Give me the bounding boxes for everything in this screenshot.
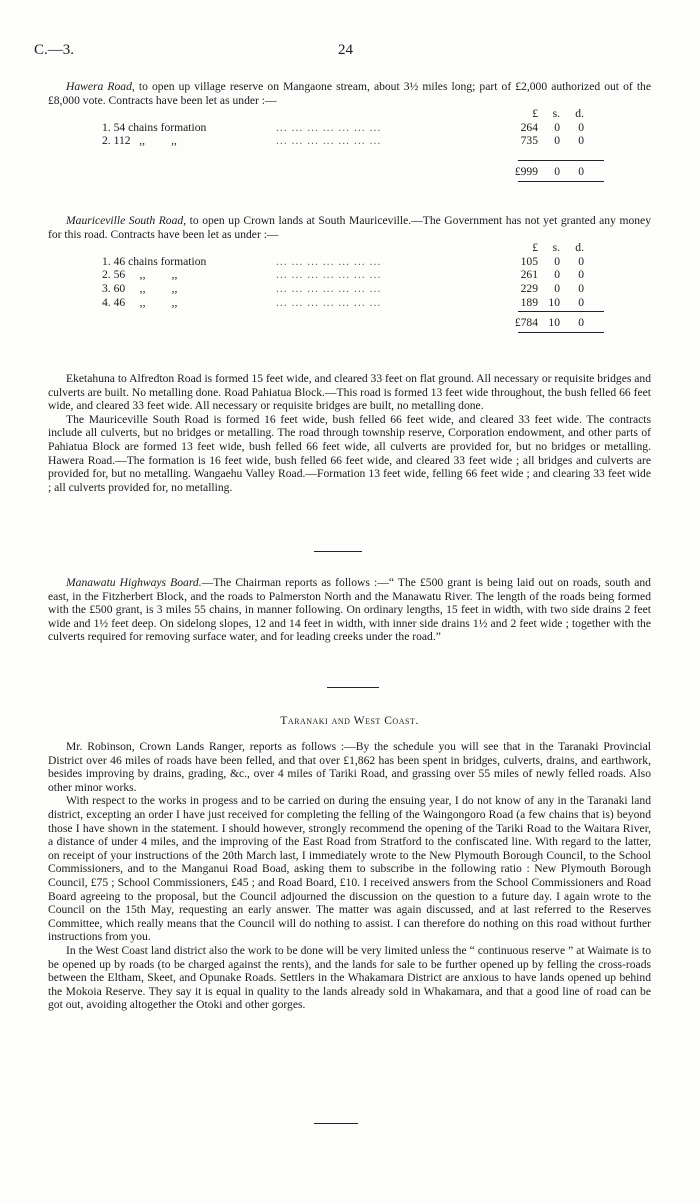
table-total: £784 10 0 xyxy=(514,316,584,330)
mauriceville-details-paragraph: The Mauriceville South Road is formed 16 feet wide, bush felled 66 feet wide, and cleared 33 feet wide. The contracts include all culverts, but no bridges or metalling. The road through township reserve, Corporation endowment, and other parts of Pahiatua Block are formed 13 feet wide, bush felled 66 feet wide, all culverts are provided for, but no bridges or metalling. Hawera Road.—The formation is 16 feet wide, bush felled 66 feet wide, and cleared 33 feet wide ; all bridges and culverts are provided for, but no metalling. Wangaehu Valley Road.—Formation 13 feet wide, felling 66 feet wide ; and clearing 33 feet wide ; all culverts provided for, no metalling. xyxy=(48,412,651,494)
taranaki-paragraph-3: In the West Coast land district also the work to be done will be very limited unless the “ continuous reserve ” at Waimate is to be opened up by roads (to be charged against the rents), and the lands for sale to be further opened up by felling the cross-roads between the Eltham, Skeet, and Opunake Roads. Settlers in the Whakamara District are anxious to have lands opened up behind the Mokoia Reserve. They say it is equal in quality to the lands already sold in Whakamara, and that a good line of road can be got out, avoiding altogether the Otoki and other gorges. xyxy=(48,943,651,1012)
table-head: £ s. d. xyxy=(532,107,584,121)
hawera-road-section xyxy=(48,80,651,182)
manawatu-section xyxy=(48,576,651,644)
table-row: 3. 60 ,, ,, ... ... ... ... ... ... ... 229 0 0 xyxy=(102,281,584,295)
taranaki-paragraph-1: Mr. Robinson, Crown Lands Ranger, reports as follows :—By the schedule you will see that in the Taranaki Provincial District over 46 miles of roads have been felled, and that over £1,862 has been spent in bridges, culverts, drains, and earthwork, besides improving by drains, grading, &c., over 4 miles of Tariki Road, and grassing over 55 miles of newly felled roads. Also other minor works. xyxy=(48,740,651,794)
taranaki-body xyxy=(48,740,651,1012)
mauriceville-title: Mauriceville South Road, xyxy=(66,214,187,227)
eketahuna-paragraph: Eketahuna to Alfredton Road is formed 15 feet wide, and cleared 33 feet on flat ground. All necessary or requisite bridges and culverts are built. No metalling done. Road Pahiatua Block.—This road is formed 13 feet wide throughout, the bush felled 66 feet wide, and cleared 33 feet wide. All necessary or requisite bridges are built, no metalling done. xyxy=(48,372,651,413)
mauriceville-intro: Mauriceville South Road, to open up Crown lands at South Mauriceville.—The Government has not yet granted any money for this road. Contracts have been let as under :— xyxy=(48,214,651,241)
road-details-section xyxy=(48,372,651,494)
taranaki-heading: Taranaki and West Coast. xyxy=(280,714,419,727)
section-divider xyxy=(327,687,379,688)
hawera-title: Hawera Road, xyxy=(66,80,135,93)
mauriceville-road-section xyxy=(48,214,651,333)
section-divider xyxy=(314,1123,358,1124)
manawatu-title: Manawatu Highways Board. xyxy=(66,576,202,589)
hawera-contracts-table xyxy=(48,107,651,181)
taranaki-paragraph-2: With respect to the works in progess and to be carried on during the ensuing year, I do not know of any in the Taranaki land district, excepting an order I have just received for completing the felling of the Waingongoro Road (a few chains that is) beyond those I have shown in the statement. I should however, strongly recommend the opening of the Tariki Road to the Waitara River, a distance of under 4 miles, and the improving of the East Road from Stratford to the confiscated line. With regard to the latter, on receipt of your instructions of the 20th March last, I immediately wrote to the New Plymouth Borough Council, to the School Commissioners, and to the Manganui Road Boad, asking them to subscribe in the following ratio : New Plymouth Borough Council, £75 ; School Commissioners, £45 ; and Road Board, £10. I received answers from the School Commissioners and Road Board agreeing to the proposal, but the Council adjourned the discussion on the question to a future day. I again wrote to the Council on the 15th May, requesting an early answer. The matter was again discussed, and at last referred to the Reserves Committee, which really means that the Council will do nothing to assist. I can therefore do nothing on this road without further instructions from you. xyxy=(48,794,651,944)
table-row: 2. 56 ,, ,, ... ... ... ... ... ... ... 261 0 0 xyxy=(102,268,584,282)
table-row: 2. 112 ,, ,, ... ... ... ... ... ... ... 735 0 0 xyxy=(102,134,584,148)
table-row: 1. 46 chains formation ... ... ... ... ... ... ... 105 0 0 xyxy=(102,254,584,268)
page-number: 24 xyxy=(338,42,353,58)
table-row: 4. 46 ,, ,, ... ... ... ... ... ... ... 189 10 0 xyxy=(102,295,584,309)
mauriceville-contracts-table xyxy=(48,241,651,333)
table-row: 1. 54 chains formation ... ... ... ... ... ... ... 264 0 0 xyxy=(102,120,584,134)
document-reference: C.—3. xyxy=(34,42,75,58)
section-divider xyxy=(314,551,362,552)
taranaki-section xyxy=(48,714,651,728)
table-total: £999 0 0 xyxy=(514,164,584,178)
table-head: £ s. d. xyxy=(532,241,584,255)
manawatu-paragraph: Manawatu Highways Board.—The Chairman reports as follows :—“ The £500 grant is being laid out on roads, south and east, in the Fitzherbert Block, and the roads to Palmerston North and the Manawatu River. The length of the roads being formed with the £500 grant, is 3 miles 55 chains, in manner following. On ordinary lengths, 15 feet in width, with two side drains 2 feet wide and 1½ feet deep. On sidelong slopes, 12 and 14 feet in width, with inner side drains 1½ and 2 feet wide ; together with the culverts required for removing surface water, and for leading creeks under the road.” xyxy=(48,576,651,644)
hawera-intro: Hawera Road, to open up village reserve on Mangaone stream, about 3½ miles long; part of £2,000 authorized out of the £8,000 vote. Contracts have been let as under :— xyxy=(48,80,651,107)
